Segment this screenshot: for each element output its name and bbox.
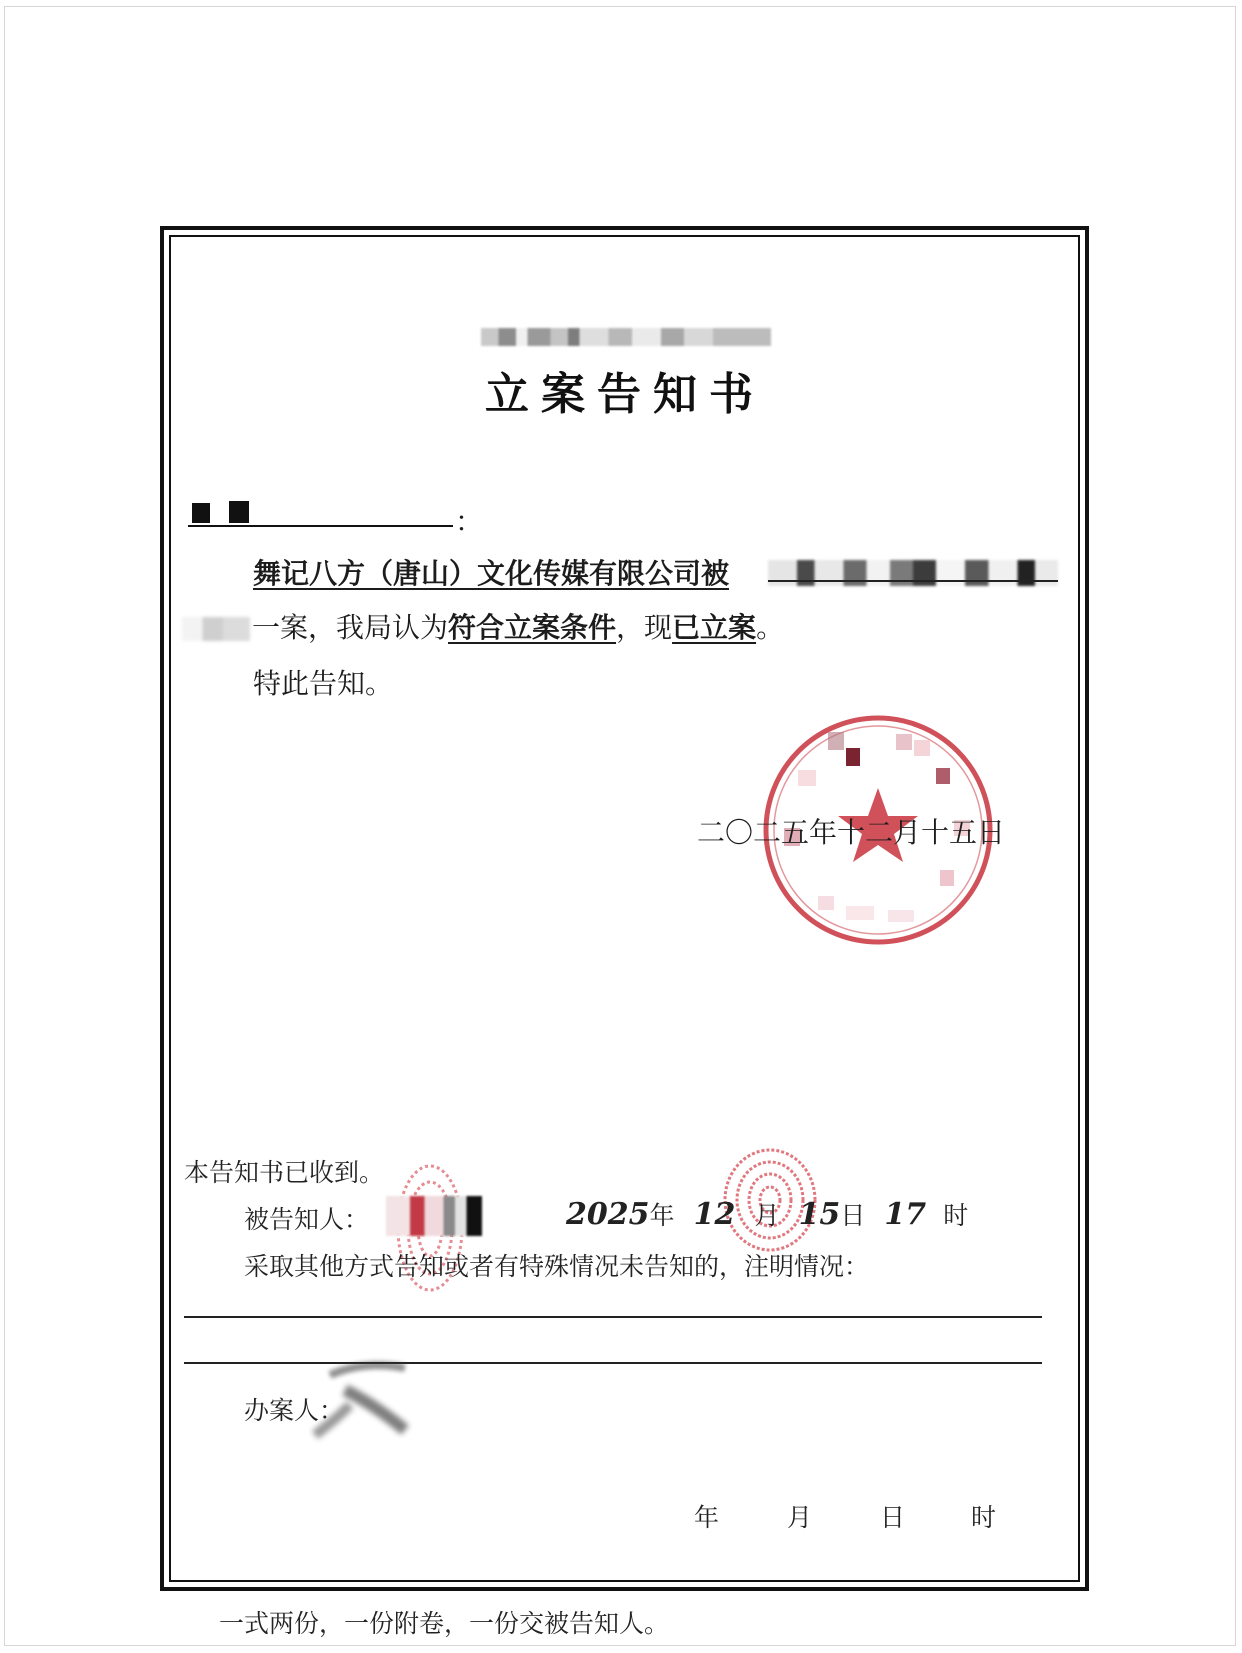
- handler-label: 办案人：: [244, 1396, 345, 1425]
- document-title: 立案告知书: [485, 369, 765, 420]
- case-filed-text: 已立案: [672, 611, 757, 644]
- notes-line-1: [184, 1316, 1042, 1318]
- received-year-unit: 年: [649, 1201, 675, 1230]
- meets-criteria-text: 符合立案条件: [448, 611, 617, 644]
- received-day-unit: 日: [840, 1201, 866, 1230]
- case-decision-part-a: 一案，我局认为: [252, 611, 449, 644]
- received-label: 本告知书已收到。: [184, 1158, 385, 1187]
- received-hour: 17: [884, 1197, 927, 1232]
- redacted-addressee: [192, 503, 210, 523]
- issue-date: 二〇二五年十二月十五日: [697, 816, 1006, 849]
- blank-date-day: 日: [880, 1503, 906, 1532]
- case-decision-text: [252, 606, 784, 646]
- addressee-colon: ：: [455, 505, 484, 538]
- blank-date-month: 月: [787, 1503, 813, 1532]
- redacted-authority-name: [481, 328, 771, 346]
- footer-note: 一式两份，一份附卷，一份交被告知人。: [219, 1609, 670, 1638]
- received-year: 2025: [566, 1197, 650, 1232]
- notified-person-label: 被告知人：: [244, 1205, 370, 1234]
- other-method-label: 采取其他方式告知或者有特殊情况未告知的，注明情况：: [244, 1252, 870, 1281]
- received-datetime: [566, 1196, 968, 1232]
- notice-text: 特此告知。: [253, 667, 394, 700]
- blank-date-year: 年: [694, 1503, 720, 1532]
- received-day: 15: [798, 1197, 841, 1232]
- case-decision-part-c: 。: [756, 611, 785, 644]
- addressee-underline: [188, 525, 453, 527]
- case-reason-underline: [768, 580, 1058, 582]
- case-decision-part-b: ，现: [616, 611, 673, 644]
- received-month: 12: [693, 1197, 736, 1232]
- redacted-addressee-2: [229, 501, 249, 523]
- blank-date-hour: 时: [971, 1503, 997, 1532]
- company-name-text: 舞记八方（唐山）文化传媒有限公司被: [253, 557, 730, 590]
- received-hour-unit: 时: [943, 1201, 969, 1230]
- redacted-case-reason: [768, 560, 1058, 586]
- redacted-case-reason-cont: [182, 617, 250, 641]
- redacted-handler-signature: [305, 1350, 425, 1450]
- received-month-unit: 月: [754, 1201, 780, 1230]
- redacted-notified-person: [386, 1196, 482, 1236]
